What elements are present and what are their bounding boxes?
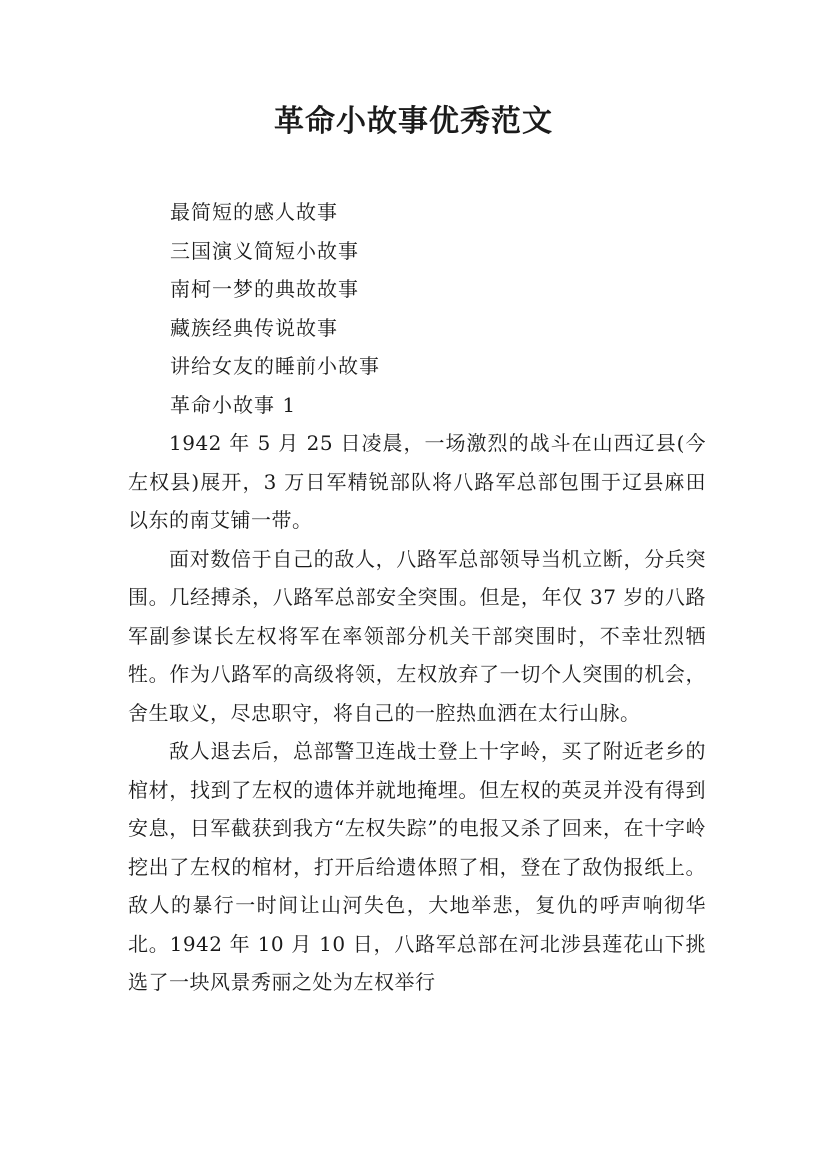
body-paragraph: 1942 年 5 月 25 日凌晨，一场激烈的战斗在山西辽县(今左权县)展开，3 万日军精锐部队将八路军总部包围于辽县麻田以东的南艾铺一带。: [128, 431, 706, 532]
related-link-item[interactable]: 藏族经典传说故事: [170, 315, 338, 340]
related-link-item[interactable]: 南柯一梦的典故故事: [170, 277, 359, 301]
related-link-item[interactable]: 三国演义简短小故事: [170, 238, 359, 263]
related-link-item[interactable]: 最简短的感人故事: [170, 200, 338, 224]
body-paragraph: 面对数倍于自己的敌人，八路军总部领导当机立断，分兵突围。几经搏杀，八路军总部安全突围。但是，年仅 37 岁的八路军副参谋长左权将军在率领部分机关干部突围时，不幸壮烈牺牲。作为八路军的高级将领，左权放弃了一切个人突围的机会，舍生取义，尽忠职守，将自己的一腔热血洒在太行山脉。: [128, 546, 706, 725]
article-body: [128, 424, 706, 1002]
section-heading: 革命小故事 1: [170, 392, 297, 417]
document-title: 革命小故事优秀范文: [274, 104, 553, 139]
related-links-list: [170, 193, 380, 424]
related-link-item[interactable]: 讲给女友的睡前小故事: [170, 354, 380, 378]
body-paragraph: 敌人退去后，总部警卫连战士登上十字岭，买了附近老乡的棺材，找到了左权的遗体并就地掩埋。但左权的英灵并没有得到安息，日军截获到我方“左权失踪”的电报又杀了回来，在十字岭挖出了左权的棺材，打开后给遗体照了相，登在了敌伪报纸上。敌人的暴行一时间让山河失色，大地举悲，复仇的呼声响彻华北。1942 年 10 月 10 日，八路军总部在河北涉县莲花山下挑选了一块风景秀丽之处为左权举行: [128, 739, 706, 994]
